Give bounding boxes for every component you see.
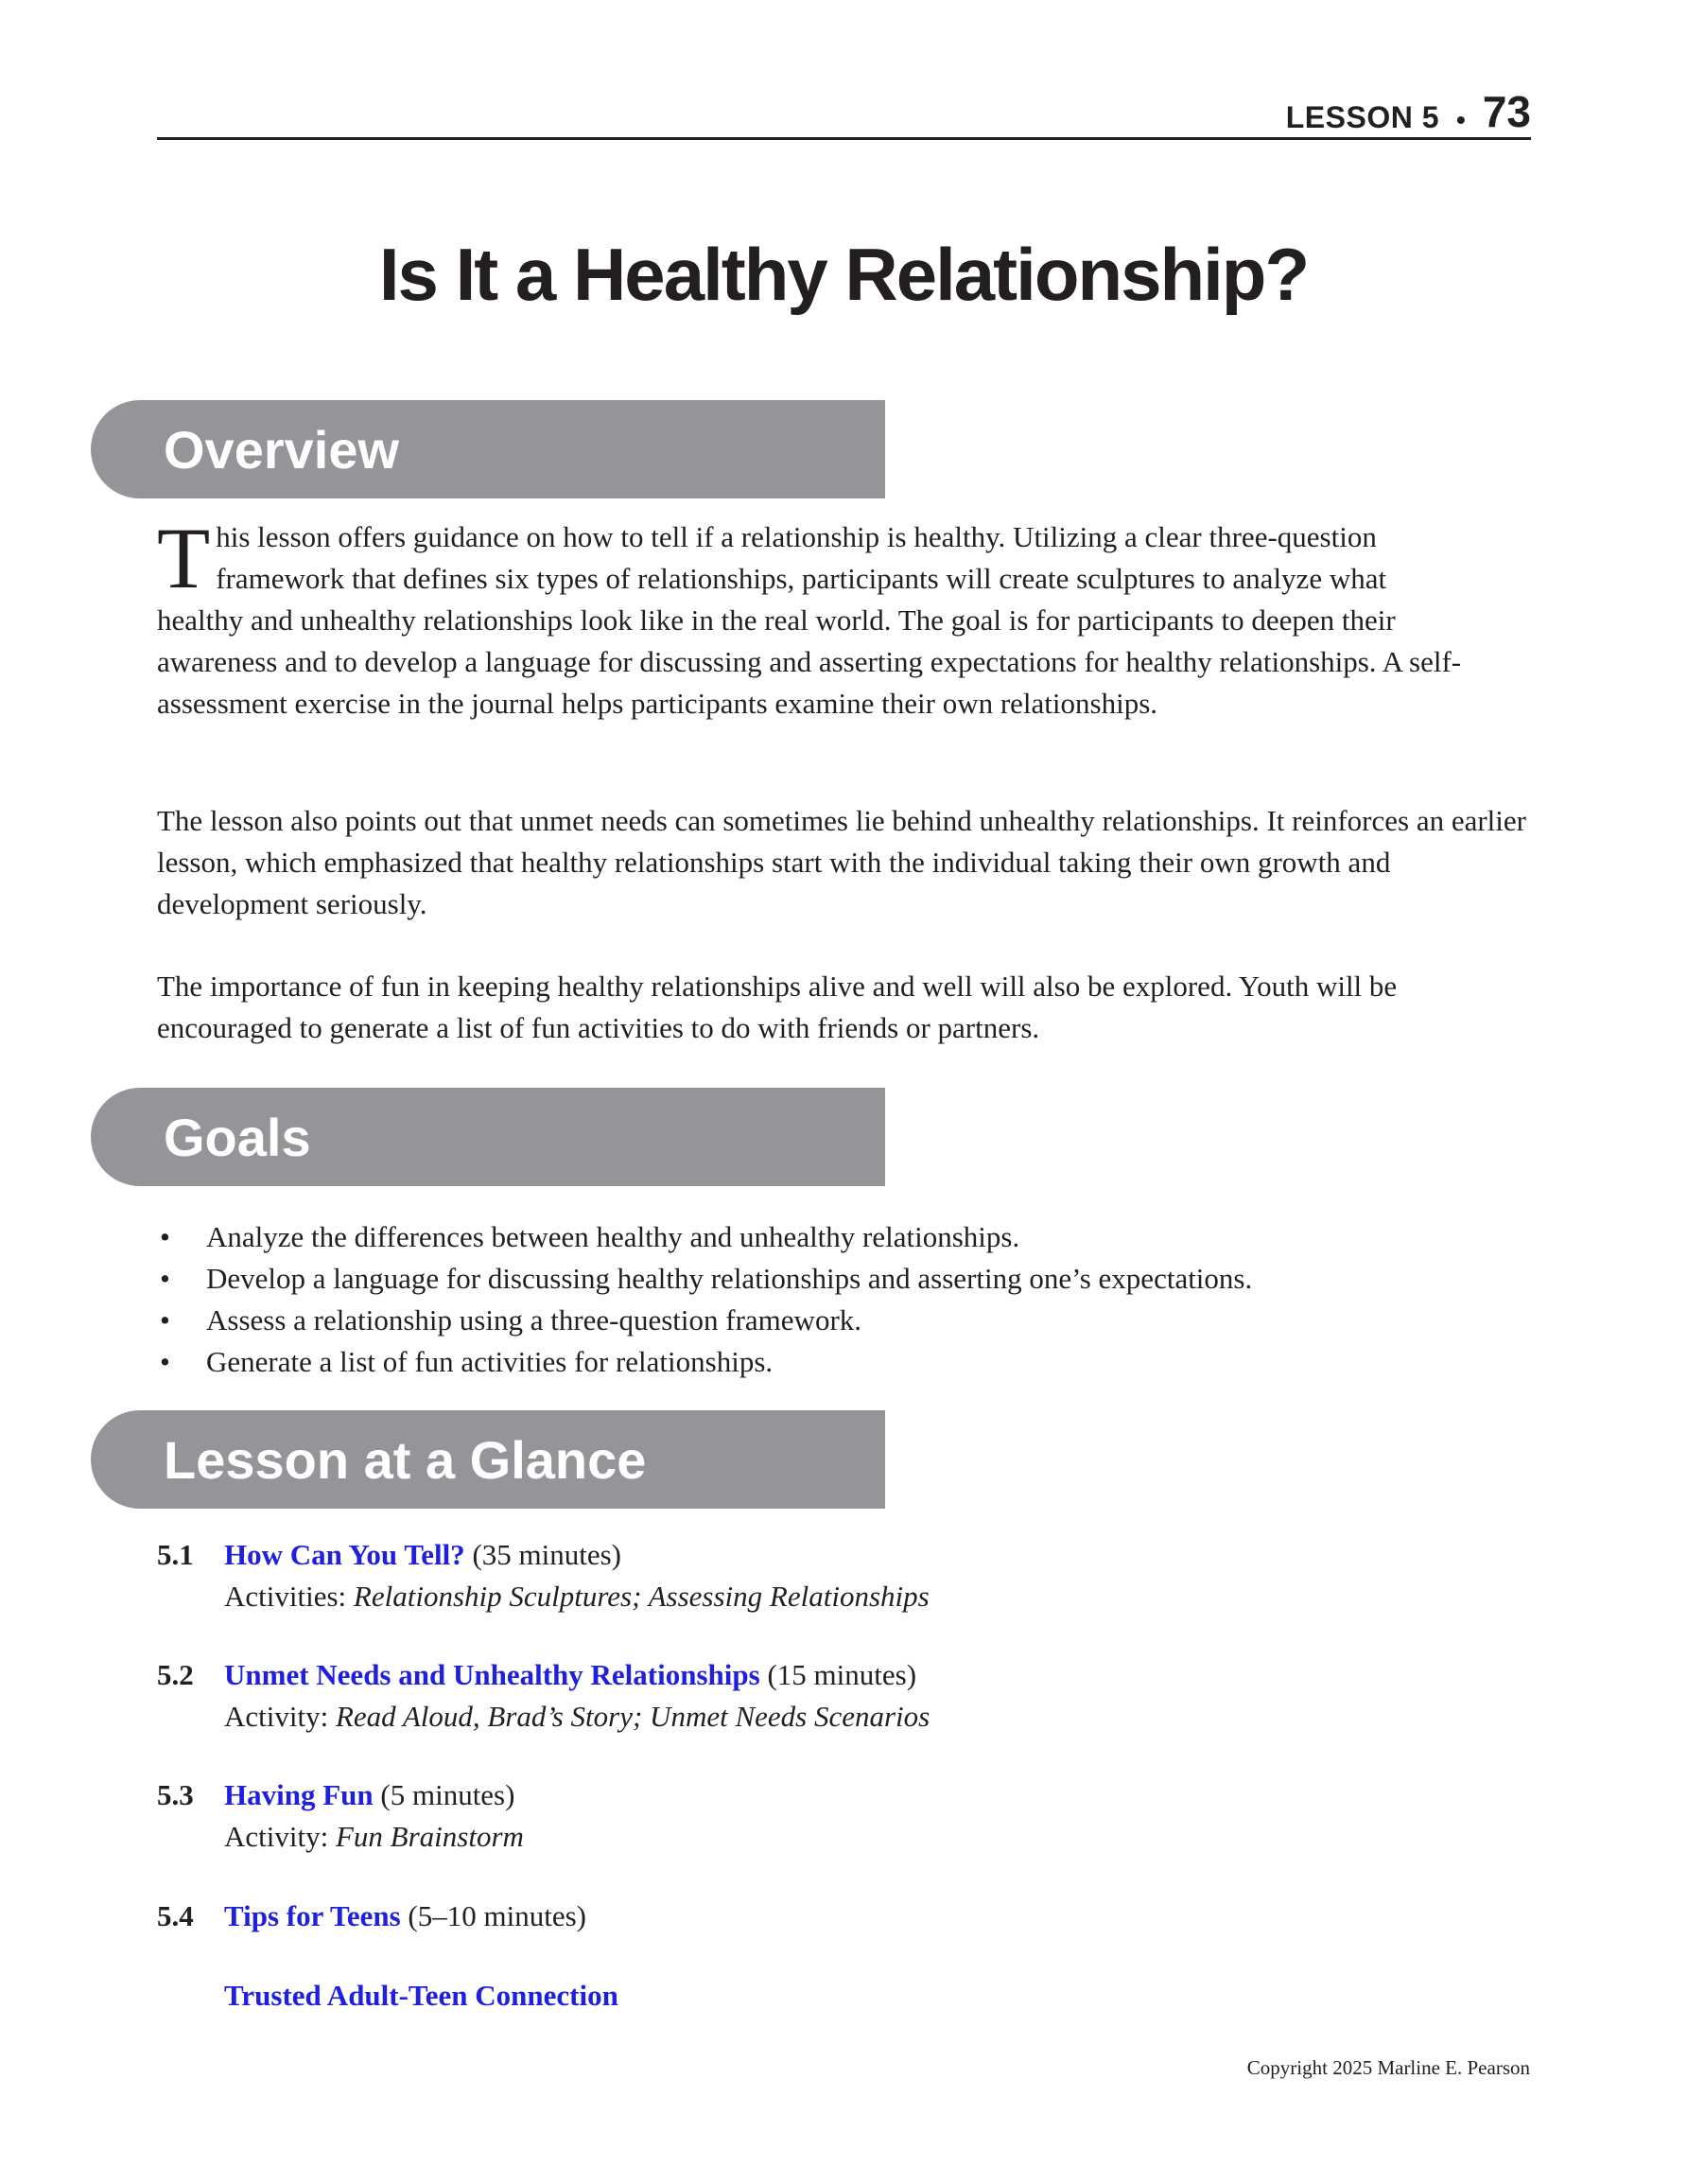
glance-banner [91,1410,885,1509]
lesson-label: LESSON 5 [1285,100,1440,134]
section-number: 5.3 [157,1778,194,1811]
glance-item-5-1 [157,1534,1481,1617]
goals-banner [91,1088,885,1186]
goal-text: Develop a language for discussing healthy relationships and asserting one’s expectations. [206,1262,1253,1295]
overview-paragraph-3: The importance of fun in keeping healthy relationships alive and well will also be explored. Youth will be encouraged to generate a list of fun activities to do with friends or partners. [157,970,1398,1044]
goals-list [157,1216,1252,1383]
bullet-icon: • [160,1262,170,1295]
section-number: 5.1 [157,1538,194,1571]
glance-item-5-3 [157,1774,1481,1858]
activity-label: Activity: [224,1700,336,1733]
section-link-how-can-you-tell[interactable]: How Can You Tell? [224,1538,465,1571]
section-duration: (5–10 minutes) [400,1899,586,1932]
bullet-icon: • [160,1303,170,1337]
glance-heading: Lesson at a Glance [164,1429,647,1490]
trusted-adult-teen-link[interactable]: Trusted Adult-Teen Connection [224,1979,618,2012]
page-header [157,87,1531,140]
overview-heading: Overview [164,419,400,480]
goal-item [157,1300,1252,1341]
goal-item [157,1258,1252,1300]
overview-paragraph-2: The lesson also points out that unmet needs can sometimes lie behind unhealthy relationships. It reinforces an earlier lesson, which emphasized that healthy relationships start with the individual taking their own growth and development seriously. [157,804,1526,920]
activity-names: Read Aloud, Brad’s Story; Unmet Needs Scenarios [335,1700,930,1733]
overview-paragraph-1 [157,510,1476,725]
bullet-icon: • [160,1345,170,1378]
goal-text: Analyze the differences between healthy and unhealthy relationships. [206,1220,1020,1253]
drop-cap: T [157,510,211,606]
goals-heading: Goals [164,1107,311,1167]
overview-paragraph-1-text: his lesson offers guidance on how to tell if a relationship is healthy. Utilizing a clear three-question framework that defines six types of relationships, participants will create sculptures to analyze what healthy and unhealthy relationships look like in the real world. The goal is for participants to deepen their awareness and to develop a language for discussing and asserting expectations for healthy relationships. A self-assessment exercise in the journal helps participants examine their own relationships. [157,520,1462,720]
section-duration: (15 minutes) [759,1658,917,1691]
copyright-notice: Copyright 2025 Marline E. Pearson [1246,2056,1530,2079]
section-duration: (35 minutes) [464,1538,621,1571]
overview-banner [91,400,885,498]
section-link-tips-for-teens[interactable]: Tips for Teens [224,1899,401,1932]
page-number: 73 [1482,87,1531,136]
goal-text: Assess a relationship using a three-question framework. [206,1303,862,1337]
section-number: 5.4 [157,1899,194,1932]
page-title: Is It a Healthy Relationship? [378,233,1309,316]
glance-item-5-2 [157,1654,1481,1738]
bullet-icon: • [160,1220,170,1253]
section-link-unmet-needs[interactable]: Unmet Needs and Unhealthy Relationships [224,1658,760,1691]
goal-item [157,1216,1252,1258]
activity-names: Fun Brainstorm [335,1820,524,1853]
section-duration: (5 minutes) [373,1778,515,1811]
activity-names: Relationship Sculptures; Assessing Relationships [353,1580,930,1613]
section-link-having-fun[interactable]: Having Fun [224,1778,374,1811]
activity-label: Activity: [224,1820,336,1853]
glance-item-5-4 [157,1896,1481,1937]
goal-item [157,1341,1252,1383]
glance-extra [157,1975,1481,2017]
header-separator: • [1456,105,1466,134]
goal-text: Generate a list of fun activities for relationships. [206,1345,774,1378]
activity-label: Activities: [224,1580,354,1613]
section-number: 5.2 [157,1658,194,1691]
